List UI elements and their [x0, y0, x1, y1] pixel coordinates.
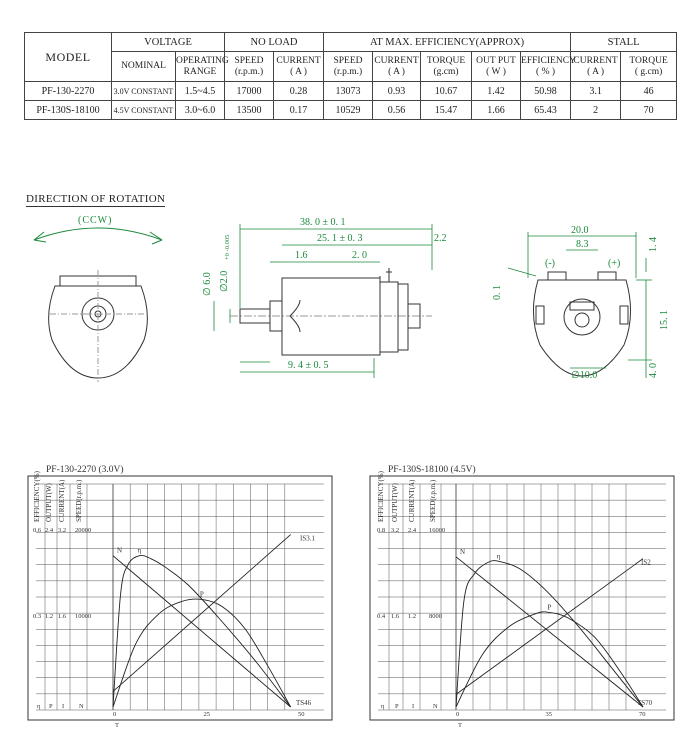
output-unit: ( W )	[486, 66, 506, 77]
dim-shaft-tol: +0 -0.005	[224, 234, 231, 260]
axis-top-value: 20000	[75, 527, 92, 534]
axis-mid-value: 8000	[429, 613, 442, 620]
axis-name: SPEED(r.p.m.)	[75, 479, 83, 522]
series-label: N	[460, 547, 466, 556]
axis-mid-value: 10000	[75, 613, 92, 620]
series-label: N	[117, 546, 123, 555]
table-cell: 10.67	[421, 82, 472, 101]
table-cell: 0.56	[373, 101, 421, 120]
efficiency-unit: ( % )	[536, 66, 556, 77]
speed-label: SPEED	[333, 55, 363, 66]
current-label: CURRENT	[374, 55, 419, 66]
axis-name: CURRENT(A)	[408, 479, 416, 522]
x-tick-label: 25	[203, 711, 210, 718]
axis-name: EFFICIENCY(%)	[33, 471, 41, 522]
table-cell: 50.98	[521, 82, 571, 101]
axis-mid-value: 1.6	[58, 613, 67, 620]
dim-height: 15. 1	[659, 310, 670, 330]
ccw-label: (CCW)	[78, 215, 113, 226]
dim-shaft-step: 1.6	[295, 250, 308, 261]
axis-symbol: I	[62, 703, 65, 710]
dim-shaft-ext: 9. 4 ± 0. 5	[288, 360, 329, 371]
axis-top-value: 0.8	[377, 527, 386, 534]
dim-body: 25. 1 ± 0. 3	[317, 233, 363, 244]
dim-length: 38. 0 ± 0. 1	[300, 217, 346, 228]
dim-top: 1. 4	[648, 237, 659, 252]
chart-title-1: PF-130-2270 (3.0V)	[46, 465, 124, 475]
dim-hole: 0. 1	[492, 285, 503, 300]
x-axis-label: T	[115, 722, 119, 729]
axis-top-value: 3.2	[58, 527, 67, 534]
axis-name: CURRENT(A)	[58, 479, 66, 522]
axis-symbol: η	[37, 703, 41, 710]
axis-mid-value: 1.6	[391, 613, 400, 620]
table-cell: 1.5~4.5	[176, 82, 225, 101]
current-label: CURRENT	[573, 55, 618, 66]
axis-top-value: 3.2	[391, 527, 400, 534]
torque-unit: ( g.cm)	[634, 66, 663, 77]
model-header: MODEL	[25, 33, 112, 82]
terminal-plus: (+)	[608, 258, 621, 269]
nominal-header: NOMINAL	[112, 52, 176, 82]
table-cell: 1.66	[472, 101, 521, 120]
axis-symbol: η	[381, 703, 385, 710]
axis-name: OUTPUT(W)	[45, 483, 53, 522]
annotation-stall-current: IS3.1	[300, 534, 315, 543]
annotation-stall-torque: TS46	[296, 699, 312, 707]
annotation-stall-torque: TS70	[637, 699, 653, 707]
x-tick-label: 0	[113, 711, 117, 718]
axis-symbol: N	[79, 703, 84, 710]
series-label: P	[547, 603, 552, 612]
table-cell: 17000	[225, 82, 274, 101]
operating-range-header: OPERATING RANGE	[176, 52, 225, 82]
max-efficiency-header: AT MAX. EFFICIENCY(APPROX)	[324, 33, 571, 52]
series-label: η	[137, 546, 142, 555]
table-cell: 0.17	[274, 101, 324, 120]
table-cell: 1.42	[472, 82, 521, 101]
dim-bearing: 2. 0	[352, 250, 367, 261]
dim-tail: 2.2	[434, 233, 447, 244]
axis-symbol: P	[49, 703, 53, 710]
table-cell: 13073	[324, 82, 373, 101]
table-cell: 3.0~6.0	[176, 101, 225, 120]
x-tick-label: 50	[298, 711, 305, 718]
torque-unit: (g.cm)	[433, 66, 459, 77]
no-load-header: NO LOAD	[225, 33, 324, 52]
dim-terminal: 8.3	[576, 239, 589, 250]
direction-title: DIRECTION OF ROTATION	[26, 193, 166, 205]
current-label: CURRENT	[276, 55, 321, 66]
axis-name: EFFICIENCY(%)	[377, 471, 385, 522]
axis-top-value: 2.4	[408, 527, 417, 534]
axis-mid-value: 1.2	[408, 613, 417, 620]
axis-name: OUTPUT(W)	[391, 483, 399, 522]
axis-name: SPEED(r.p.m.)	[429, 479, 437, 522]
table-cell: 0.93	[373, 82, 421, 101]
axis-symbol: P	[395, 703, 399, 710]
speed-unit: (r.p.m.)	[333, 66, 363, 77]
output-label: OUT PUT	[476, 55, 516, 66]
efficiency-label: EFFICIENCY	[521, 55, 576, 66]
table-cell: 10529	[324, 101, 373, 120]
axis-mid-value: 0.4	[377, 613, 386, 620]
dim-shaft-dia: ∅2.0	[219, 270, 230, 292]
axis-symbol: I	[412, 703, 415, 710]
current-unit: ( A )	[587, 66, 604, 77]
table-cell: 65.43	[521, 101, 571, 120]
torque-label: TORQUE	[426, 55, 466, 66]
current-unit: ( A )	[388, 66, 405, 77]
dim-boss-dia: ∅ 6.0	[202, 272, 213, 296]
table-cell: 13500	[225, 101, 274, 120]
axis-symbol: N	[433, 703, 438, 710]
speed-label: SPEED	[234, 55, 264, 66]
axis-mid-value: 1.2	[45, 613, 54, 620]
annotation-stall-current: IS2	[641, 558, 651, 567]
table-cell: 3.1	[571, 82, 621, 101]
x-tick-label: 70	[639, 711, 646, 718]
voltage-header: VOLTAGE	[112, 33, 225, 52]
table-cell: PF-130-2270	[25, 82, 112, 101]
dim-width: 20.0	[571, 225, 589, 236]
terminal-minus: (-)	[545, 258, 555, 269]
x-tick-label: 35	[545, 711, 552, 718]
table-cell: 46	[621, 82, 677, 101]
speed-unit: (r.p.m.)	[234, 66, 264, 77]
table-cell: PF-130S-18100	[25, 101, 112, 120]
table-cell: 4.5V CONSTANT	[112, 101, 176, 120]
axis-mid-value: 0.3	[33, 613, 42, 620]
series-label: P	[199, 590, 204, 599]
dim-boss: ∅10.0	[571, 370, 598, 381]
x-tick-label: 0	[456, 711, 460, 718]
table-cell: 15.47	[421, 101, 472, 120]
current-unit: ( A )	[290, 66, 307, 77]
table-cell: 0.28	[274, 82, 324, 101]
axis-top-value: 0.6	[33, 527, 42, 534]
torque-label: TORQUE	[629, 55, 668, 66]
table-cell: 3.0V CONSTANT	[112, 82, 176, 101]
table-cell: 70	[621, 101, 677, 120]
chart-title-2: PF-130S-18100 (4.5V)	[388, 465, 476, 475]
x-axis-label: T	[458, 722, 462, 729]
stall-header: STALL	[571, 33, 677, 52]
dim-bottom: 4. 0	[648, 363, 659, 378]
axis-top-value: 2.4	[45, 527, 54, 534]
axis-top-value: 16000	[429, 527, 446, 534]
table-cell: 2	[571, 101, 621, 120]
series-label: η	[496, 552, 501, 561]
